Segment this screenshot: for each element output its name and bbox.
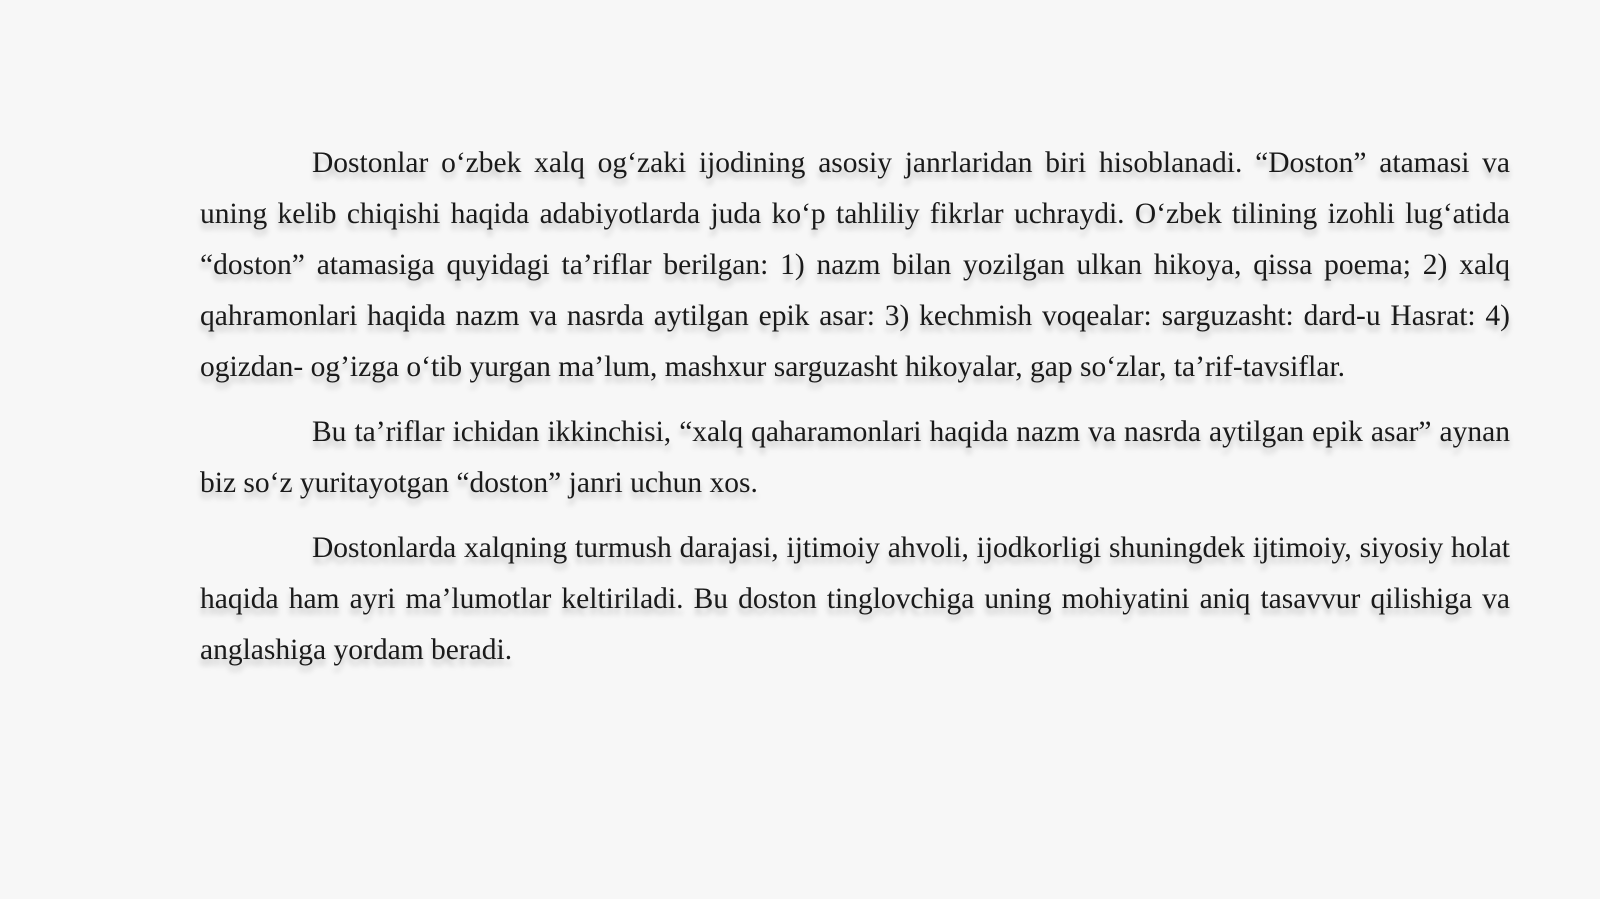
paragraph-2: Bu ta’riflar ichidan ikkinchisi, “xalq qaharamonlari haqida nazm va nasrda aytilgan epik asar” aynan biz so‘z yuritayotgan “doston” janri uchun xos. — [200, 416, 1510, 499]
paragraph-3: Dostonlarda xalqning turmush darajasi, ijtimoiy ahvoli, ijodkorligi shuningdek ijtimoiy, siyosiy holat haqida ham ayri ma’lumotlar keltiriladi. Bu doston tinglovchiga uning mohiyatini aniq tasavvur qilishiga va anglashiga yordam beradi. — [200, 532, 1510, 666]
text-body — [200, 138, 1510, 690]
paragraph-1: Dostonlar o‘zbek xalq og‘zaki ijodining asosiy janrlaridan biri hisoblanadi. “Doston” atamasi va uning kelib chiqishi haqida adabiyotlarda juda ko‘p tahliliy fikrlar uchraydi. O‘zbek tilining izohli lug‘atida “doston” atamasiga quyidagi ta’riflar berilgan: 1) nazm bilan yozilgan ulkan hikoya, qissa poema; 2) xalq qahramonlari haqida nazm va nasrda aytilgan epik asar: 3) kechmish voqealar: sarguzasht: dard-u Hasrat: 4) ogizdan- og’izga o‘tib yurgan ma’lum, mashxur sarguzasht hikoyalar, gap so‘zlar, ta’rif-tavsiflar. — [200, 147, 1510, 383]
